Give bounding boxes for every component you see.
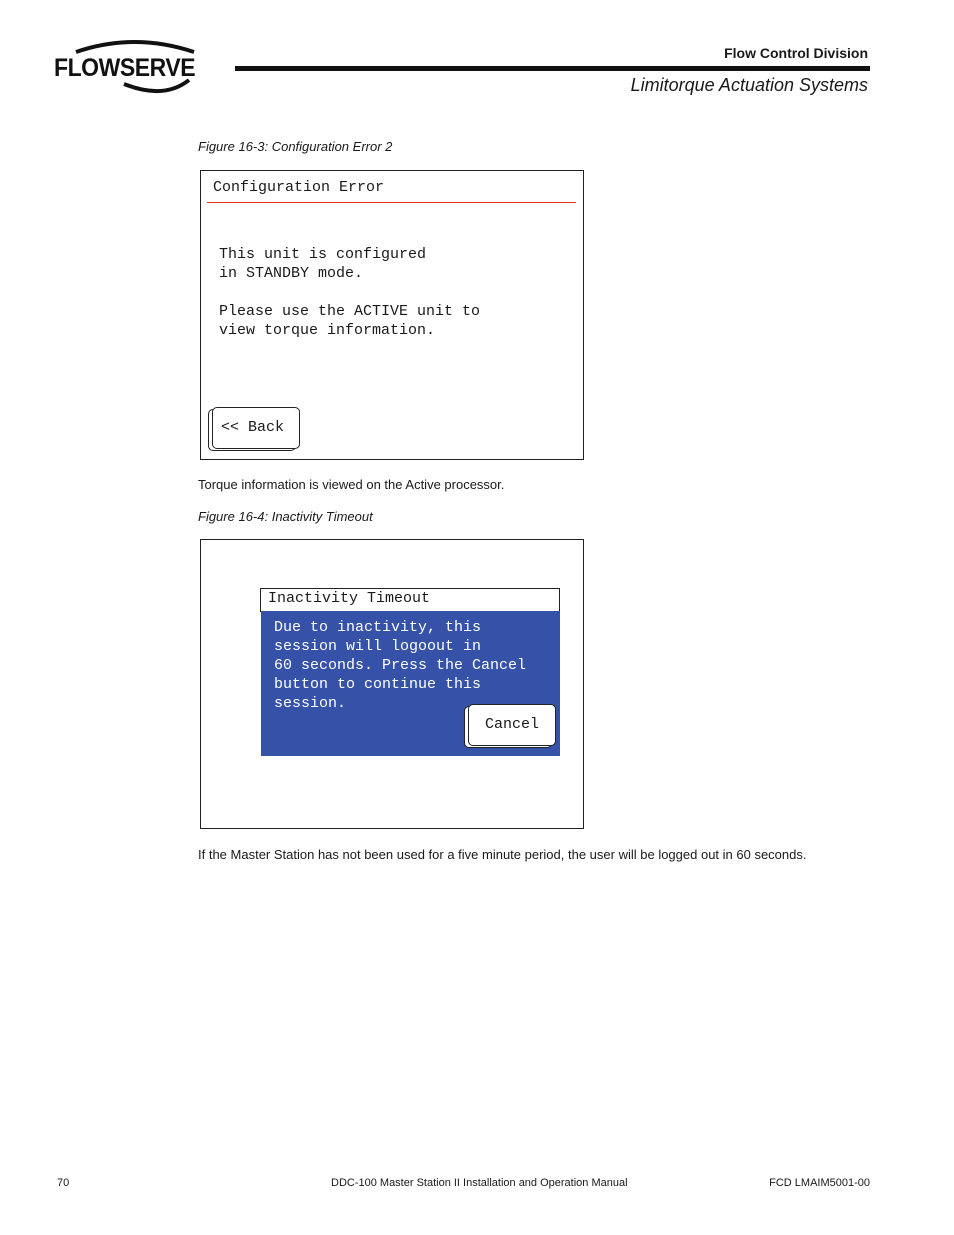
logo-wordmark: FLOWSERVE <box>54 54 196 82</box>
error-message: This unit is configured in STANDBY mode. Please use the ACTIVE unit to view torque information. <box>219 246 481 339</box>
figure2-caption: Figure 16-4: Inactivity Timeout <box>198 509 373 524</box>
flowserve-logo <box>54 38 214 100</box>
torque-note: Torque information is viewed on the Active processor. <box>198 477 505 492</box>
cancel-button-label[interactable]: Cancel <box>468 704 556 746</box>
document-code: FCD LMAIM5001-00 <box>769 1177 870 1189</box>
timeout-note: If the Master Station has not been used for a five minute period, the user will be logged out in 60 seconds. <box>198 847 807 862</box>
page-number: 70 <box>57 1177 70 1189</box>
timeout-message: Due to inactivity, this session will logoout in 60 seconds. Press the Cancel button to continue this session. <box>274 619 527 712</box>
inactivity-screen <box>200 539 584 829</box>
systems-name: Limitorque Actuation Systems <box>630 75 868 95</box>
header-rule <box>235 66 870 71</box>
dialog-title-bar <box>260 588 560 612</box>
screen-title: Configuration Error <box>213 179 385 196</box>
manual-title: DDC-100 Master Station II Installation and Operation Manual <box>331 1177 628 1189</box>
dialog-title: Inactivity Timeout <box>268 590 431 607</box>
title-divider <box>207 202 576 203</box>
cancel-button[interactable] <box>464 706 552 748</box>
config-error-screen <box>200 170 584 460</box>
division-name: Flow Control Division <box>724 45 868 61</box>
timeout-dialog <box>261 611 560 756</box>
figure1-caption: Figure 16-3: Configuration Error 2 <box>198 139 393 154</box>
back-button[interactable] <box>208 409 296 451</box>
back-button-label[interactable]: << Back <box>212 407 300 449</box>
